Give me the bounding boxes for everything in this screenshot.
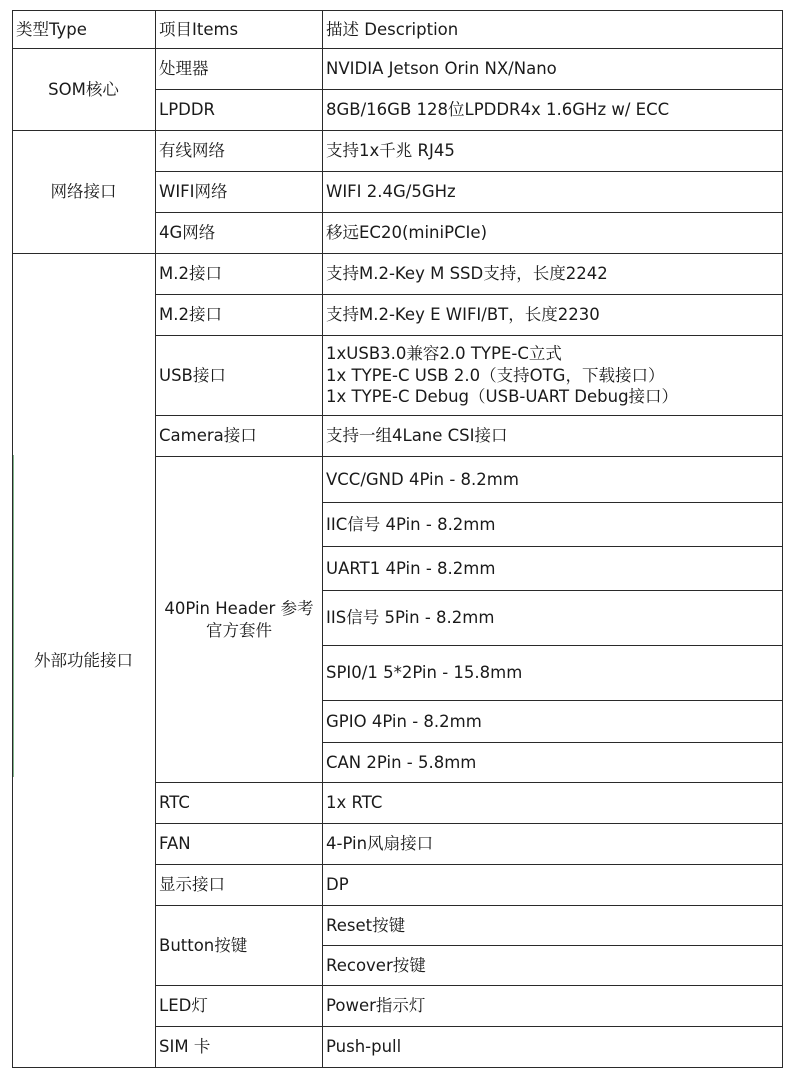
table-header-row xyxy=(13,11,783,49)
desc-cell: 4-Pin风扇接口 xyxy=(323,824,783,865)
item-cell: WIFI网络 xyxy=(156,172,323,213)
category-network: 网络接口 xyxy=(13,131,156,254)
header-items: 项目Items xyxy=(156,11,323,49)
item-cell: SIM 卡 xyxy=(156,1027,323,1068)
item-cell: RTC xyxy=(156,783,323,824)
item-cell: 有线网络 xyxy=(156,131,323,172)
desc-cell-usb xyxy=(323,336,783,416)
desc-line: 1x TYPE-C Debug（USB-UART Debug接口） xyxy=(326,387,679,407)
table-row xyxy=(13,131,783,172)
desc-cell: GPIO 4Pin - 8.2mm xyxy=(323,701,783,743)
desc-cell: CAN 2Pin - 5.8mm xyxy=(323,743,783,783)
category-external: 外部功能接口 xyxy=(13,254,156,1068)
desc-cell: 移远EC20(miniPCIe) xyxy=(323,213,783,254)
category-som: SOM核心 xyxy=(13,49,156,131)
desc-cell: Push-pull xyxy=(323,1027,783,1068)
item-cell: USB接口 xyxy=(156,336,323,416)
desc-cell: 1x RTC xyxy=(323,783,783,824)
item-cell: 处理器 xyxy=(156,49,323,90)
desc-line: 1xUSB3.0兼容2.0 TYPE-C立式 xyxy=(326,344,562,364)
item-cell: FAN xyxy=(156,824,323,865)
table-row xyxy=(13,49,783,90)
desc-cell: 支持M.2-Key E WIFI/BT，长度2230 xyxy=(323,295,783,336)
item-cell: M.2接口 xyxy=(156,254,323,295)
desc-line: 1x TYPE-C USB 2.0（支持OTG，下载接口） xyxy=(326,365,665,385)
desc-cell: 支持1x千兆 RJ45 xyxy=(323,131,783,172)
table-row xyxy=(13,254,783,295)
item-cell: LPDDR xyxy=(156,90,323,131)
desc-cell: UART1 4Pin - 8.2mm xyxy=(323,547,783,591)
header-description: 描述 Description xyxy=(323,11,783,49)
item-cell: Button按键 xyxy=(156,906,323,986)
header-type: 类型Type xyxy=(13,11,156,49)
desc-cell: DP xyxy=(323,865,783,906)
item-cell: Camera接口 xyxy=(156,416,323,457)
desc-cell: Recover按键 xyxy=(323,946,783,986)
item-cell-40pin: 40Pin Header 参考官方套件 xyxy=(156,457,323,783)
item-cell: 4G网络 xyxy=(156,213,323,254)
spec-table xyxy=(12,10,783,1068)
desc-cell: 支持M.2-Key M SSD支持，长度2242 xyxy=(323,254,783,295)
desc-cell: IIS信号 5Pin - 8.2mm xyxy=(323,591,783,646)
desc-cell: NVIDIA Jetson Orin NX/Nano xyxy=(323,49,783,90)
desc-cell: SPI0/1 5*2Pin - 15.8mm xyxy=(323,646,783,701)
desc-cell: 支持一组4Lane CSI接口 xyxy=(323,416,783,457)
desc-cell: VCC/GND 4Pin - 8.2mm xyxy=(323,457,783,503)
desc-cell: IIC信号 4Pin - 8.2mm xyxy=(323,503,783,547)
desc-cell: Power指示灯 xyxy=(323,986,783,1027)
item-cell: LED灯 xyxy=(156,986,323,1027)
desc-cell: Reset按键 xyxy=(323,906,783,946)
item-cell: 显示接口 xyxy=(156,865,323,906)
item-cell: M.2接口 xyxy=(156,295,323,336)
desc-cell: WIFI 2.4G/5GHz xyxy=(323,172,783,213)
desc-cell: 8GB/16GB 128位LPDDR4x 1.6GHz w/ ECC xyxy=(323,90,783,131)
